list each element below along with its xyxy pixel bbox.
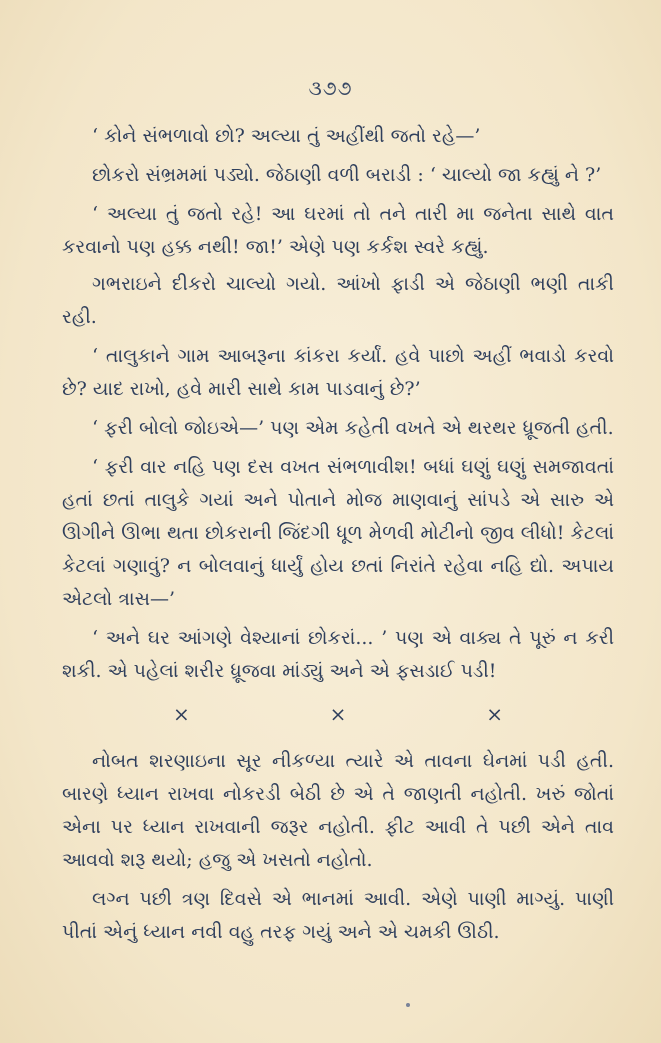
paragraph-1: ‘ કોને સંભળાવો છો? અલ્યા તું અહીંથી જતો રહે—’ (92, 125, 481, 147)
paragraph-7: ‘ ફરી વાર નહિ પણ દસ વખત સંભળાવીશ! બધાં ઘણું ઘણું સમજાવતાં હતાં છતાં તાલુકે ગયાં અને પોતાને મોજ માણવાનું સાંપડે એ સારુ એ ઊગીને ઊભા થતા છોકરાની જિંદગી ધૂળ મેળવી મોટીનો જીવ લીધો! કેટલાં કેટલાં ગણાવું? ન બોલવાનું ધાર્યું હોય છતાં નિરાંતે રહેવા નહિ દ્યો. અપાય એટલો ત્રાસ—’ (62, 456, 614, 610)
section-separator (173, 698, 503, 731)
paragraph-2: છોકરો સંભ્રમમાં પડ્યો. જેઠાણી વળી બરાડી : ‘ ચાલ્યો જા કહ્યું ને ?’ (92, 164, 602, 186)
body-text (62, 120, 614, 955)
paragraph-6: ‘ ફરી બોલો જોઇએ—’ પણ એમ કહેતી વખતે એ થરથર ધ્રૂજતી હતી. (92, 417, 614, 439)
separator-mark: × (486, 702, 503, 726)
paragraph-3: ‘ અલ્યા તું જતો રહે! આ ઘરમાં તો તને તારી મા જનેતા સાથે વાત કરવાનો પણ હક્ક નથી! જા!’ એણે પણ કર્કશ સ્વરે કહ્યું. (62, 203, 614, 258)
separator-mark: × (329, 702, 347, 726)
paragraph-4: ગભરાઇને દીકરો ચાલ્યો ગયો. આંખો ફાડી એ જેઠાણી ભણી તાકી રહી. (62, 273, 614, 328)
paragraph-10: લગ્ન પછી ત્રણ દિવસે એ ભાનમાં આવી. એણે પાણી માગ્યું. પાણી પીતાં એનું ધ્યાન નવી વહુ તરફ ગયું અને એ ચમકી ઊઠી. (62, 888, 614, 943)
page-number: ૩૭૭ (308, 76, 353, 100)
ink-speck (406, 1003, 410, 1007)
paragraph-8: ‘ અને ઘર આંગણે વેશ્યાનાં છોકરાં... ’ પણ એ વાક્ય તે પૂરું ન કરી શકી. એ પહેલાં શરીર ધ્રૂજવા માંડ્યું અને એ ફસડાઈ પડી! (62, 627, 614, 682)
paragraph-9: નોબત શરણાઇના સૂર નીકળ્યા ત્યારે એ તાવના ઘેનમાં પડી હતી. બારણે ધ્યાન રાખવા નોકરડી બેઠી છે એ તે જાણતી નહોતી. ખરું જોતાં એના પર ધ્યાન રાખવાની જરૂર નહોતી. ફીટ આવી તે પછી એને તાવ આવવો શરૂ થયો; હજુ એ ખસતો નહોતો. (62, 750, 614, 871)
paragraph-5: ‘ તાલુકાને ગામ આબરૂના કાંકરા કર્યાં. હવે પાછો અહીં ભવાડો કરવો છે? યાદ રાખો, હવે મારી સાથે કામ પાડવાનું છે?’ (62, 345, 614, 400)
separator-mark: × (173, 702, 190, 726)
